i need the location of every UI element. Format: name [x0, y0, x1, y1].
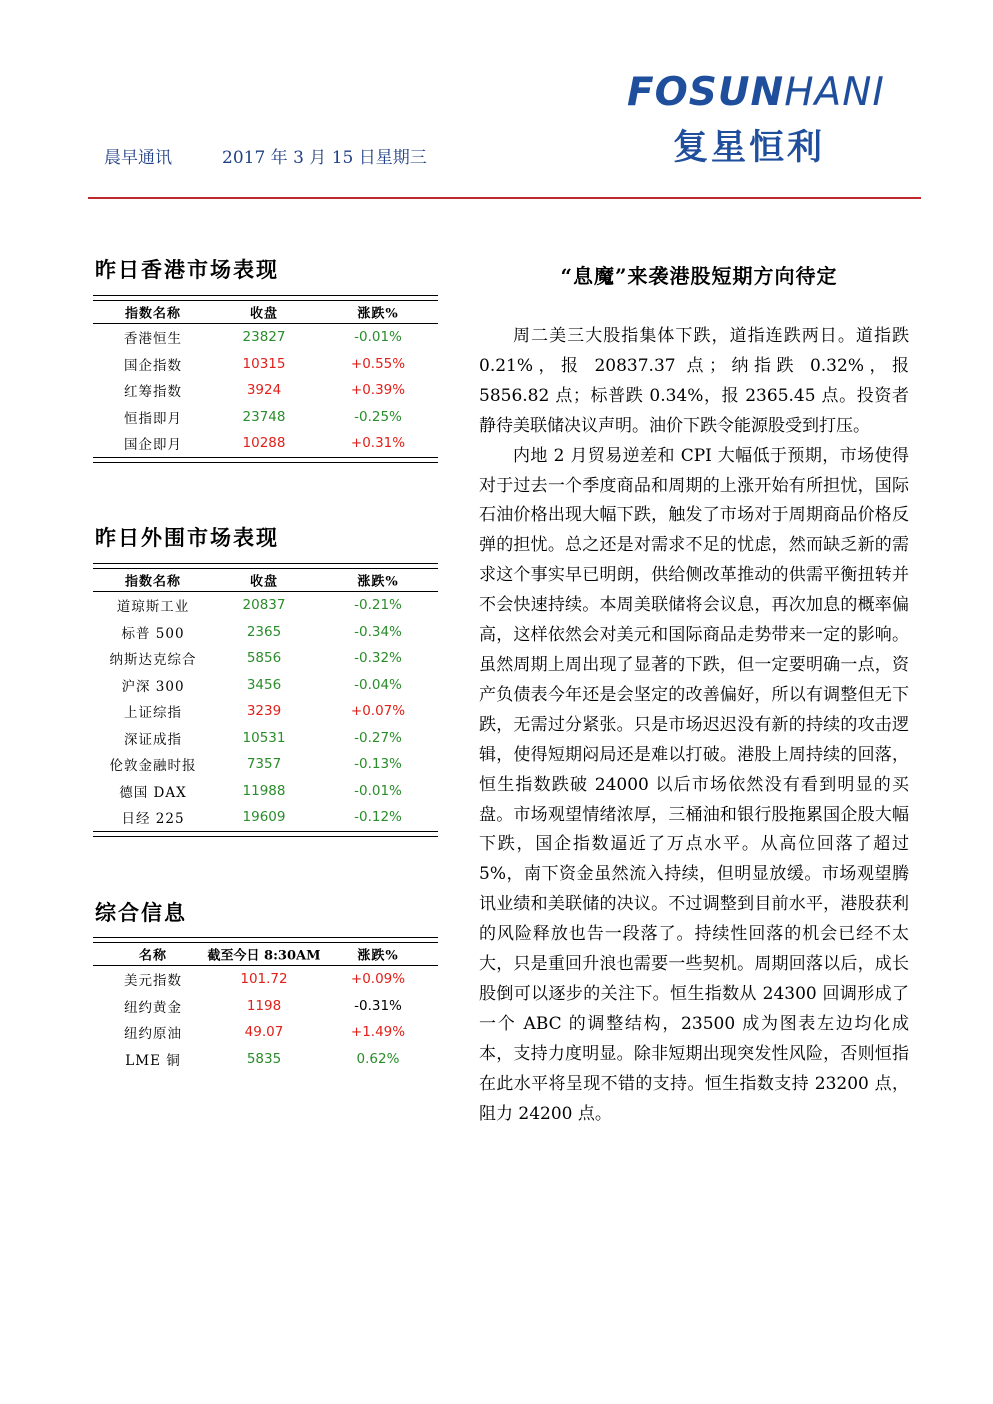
row-change: -0.32% — [354, 650, 402, 667]
row-close: 3456 — [246, 676, 282, 693]
hk-market-table — [93, 295, 438, 463]
table-row — [93, 698, 438, 725]
row-name: LME 铜 — [125, 1052, 181, 1069]
row-change: -0.01% — [354, 329, 402, 346]
row-name: 沪深 300 — [121, 678, 185, 695]
row-change: +0.07% — [350, 703, 406, 720]
table-header-row — [93, 943, 438, 965]
col-header-change: 涨跌% — [357, 574, 399, 590]
logo-chinese: 复星恒利 — [673, 128, 826, 168]
row-close: 20837 — [242, 597, 286, 614]
row-close: 3924 — [246, 382, 282, 399]
row-change: +1.49% — [350, 1024, 406, 1041]
row-name: 标普 500 — [121, 625, 185, 642]
row-close: 23748 — [242, 408, 286, 425]
row-name: 纳斯达克综合 — [109, 652, 197, 669]
row-close: 5856 — [246, 650, 282, 667]
row-name: 纽约黄金 — [124, 999, 182, 1016]
row-name: 香港恒生 — [124, 331, 182, 348]
row-close: 5835 — [246, 1050, 282, 1067]
row-name: 恒指即月 — [124, 410, 182, 427]
row-close: 10315 — [242, 355, 286, 372]
row-close: 10288 — [242, 435, 286, 452]
row-close: 10531 — [242, 729, 286, 746]
row-change: +0.55% — [350, 355, 406, 372]
row-name: 红筹指数 — [124, 384, 182, 401]
row-change: +0.31% — [350, 435, 406, 452]
table-row — [93, 377, 438, 404]
table-row — [93, 804, 438, 831]
table-row — [93, 1019, 438, 1046]
row-close: 49.07 — [244, 1024, 284, 1041]
table-row — [93, 351, 438, 378]
row-close: 19609 — [242, 809, 286, 826]
table-row — [93, 404, 438, 431]
row-name: 德国 DAX — [119, 784, 187, 801]
hk-market-title: 昨日香港市场表现 — [95, 257, 279, 282]
table-header-row — [93, 301, 438, 323]
row-close: 11988 — [242, 782, 286, 799]
col-header-close: 收盘 — [249, 306, 279, 322]
row-change: +0.09% — [350, 971, 406, 988]
table-header-row — [93, 569, 438, 591]
row-close: 23827 — [242, 329, 286, 346]
col-header-close: 截至今日 8:30AM — [207, 948, 321, 964]
general-info-table — [93, 937, 438, 1072]
table-row — [93, 324, 438, 351]
row-change: -0.21% — [354, 597, 402, 614]
table-row — [93, 430, 438, 457]
row-name: 伦敦金融时报 — [109, 758, 197, 775]
row-name: 国企指数 — [124, 357, 182, 374]
table-row — [93, 672, 438, 699]
row-change: -0.13% — [354, 756, 402, 773]
global-market-table — [93, 563, 438, 837]
general-info-title: 综合信息 — [95, 900, 187, 925]
table-row — [93, 725, 438, 752]
row-close: 3239 — [246, 703, 282, 720]
row-close: 2365 — [246, 623, 282, 640]
table-row — [93, 778, 438, 805]
row-name: 深证成指 — [124, 731, 182, 748]
col-header-close: 收盘 — [249, 574, 279, 590]
col-header-change: 涨跌% — [357, 306, 399, 322]
row-name: 日经 225 — [121, 811, 185, 828]
row-change: -0.27% — [354, 729, 402, 746]
row-name: 道琼斯工业 — [116, 599, 190, 616]
global-market-rows — [93, 592, 438, 831]
row-name: 上证综指 — [124, 705, 182, 722]
table-bottom-rule — [93, 831, 438, 837]
table-row — [93, 1046, 438, 1073]
table-row — [93, 993, 438, 1020]
general-info-rows — [93, 966, 438, 1072]
table-row — [93, 619, 438, 646]
logo-english: FOSUNHANI — [627, 70, 885, 115]
row-name: 国企即月 — [124, 437, 182, 454]
article-body — [479, 322, 909, 1129]
row-name: 美元指数 — [124, 973, 182, 990]
row-close: 7357 — [246, 756, 282, 773]
table-bottom-rule — [93, 457, 438, 463]
article-paragraph: 周二美三大股指集体下跌，道指连跌两日。道指跌 0.21%，报 20837.37 点；纳指跌 0.32%，报 5856.82 点；标普跌 0.34%，报 2365.45 点。投资者静待美联储决议声明。油价下跌令能源股受到打压。 — [479, 326, 909, 436]
row-change: -0.34% — [354, 623, 402, 640]
global-market-title: 昨日外围市场表现 — [95, 525, 279, 550]
report-date: 2017 年 3 月 15 日星期三 — [222, 148, 427, 168]
col-header-name: 名称 — [138, 948, 168, 964]
col-header-change: 涨跌% — [357, 948, 399, 964]
table-row — [93, 645, 438, 672]
report-header — [104, 143, 427, 168]
row-change: 0.62% — [356, 1050, 400, 1067]
table-row — [93, 592, 438, 619]
row-close: 1198 — [246, 997, 282, 1014]
table-row — [93, 751, 438, 778]
col-header-name: 指数名称 — [124, 306, 182, 322]
row-change: +0.39% — [350, 382, 406, 399]
table-row — [93, 966, 438, 993]
row-change: -0.04% — [354, 676, 402, 693]
article-paragraph: 内地 2 月贸易逆差和 CPI 大幅低于预期，市场使得对于过去一个季度商品和周期的上涨开始有所担忧，国际石油价格出现大幅下跌，触发了市场对于周期商品价格反弹的担忧。总之还是对需求不足的忧虑，然而缺乏新的需求这个事实早已明朗，供给侧改革推动的供需平衡扭转并不会快速持续。本周美联储将会议息，再次加息的概率偏高，这样依然会对美元和国际商品走势带来一定的影响。虽然周期上周出现了显著的下跌，但一定要明确一点，资产负债表今年还是会坚定的改善偏好，所以有调整但无下跌，无需过分紧张。只是市场迟迟没有新的持续的攻击逻辑，使得短期闷局还是难以打破。港股上周持续的回落，恒生指数跌破 24000 以后市场依然没有看到明显的买盘。市场观望情绪浓厚，三桶油和银行股拖累国企股大幅下跌，国企指数逼近了万点水平。从高位回落了超过 5%，南下资金虽然流入持续，但明显放缓。市场观望腾讯业绩和美联储的决议。不过调整到目前水平，港股获利的风险释放也告一段落了。持续性回落的机会已经不太大，只是重回升浪也需要一些契机。周期回落以后，成长股倒可以逐步的关注下。恒生指数从 24300 回调形成了一个 ABC 的调整结构，23500 成为图表左边均化成本，支持力度明显。除非短期出现突发性风险，否则恒指在此水平将呈现不错的支持。恒生指数支持 23200 点，阻力 24200 点。 — [479, 445, 909, 1124]
row-change: -0.01% — [354, 782, 402, 799]
row-name: 纽约原油 — [124, 1026, 182, 1043]
header-divider — [88, 197, 921, 199]
col-header-name: 指数名称 — [124, 574, 182, 590]
row-change: -0.25% — [354, 408, 402, 425]
company-logo — [627, 70, 922, 168]
row-change: -0.12% — [354, 809, 402, 826]
hk-market-rows — [93, 324, 438, 457]
article-title: “息魔”来袭港股短期方向待定 — [560, 264, 838, 288]
report-name: 晨早通讯 — [104, 148, 172, 168]
row-close: 101.72 — [240, 971, 288, 988]
row-change: -0.31% — [354, 997, 402, 1014]
